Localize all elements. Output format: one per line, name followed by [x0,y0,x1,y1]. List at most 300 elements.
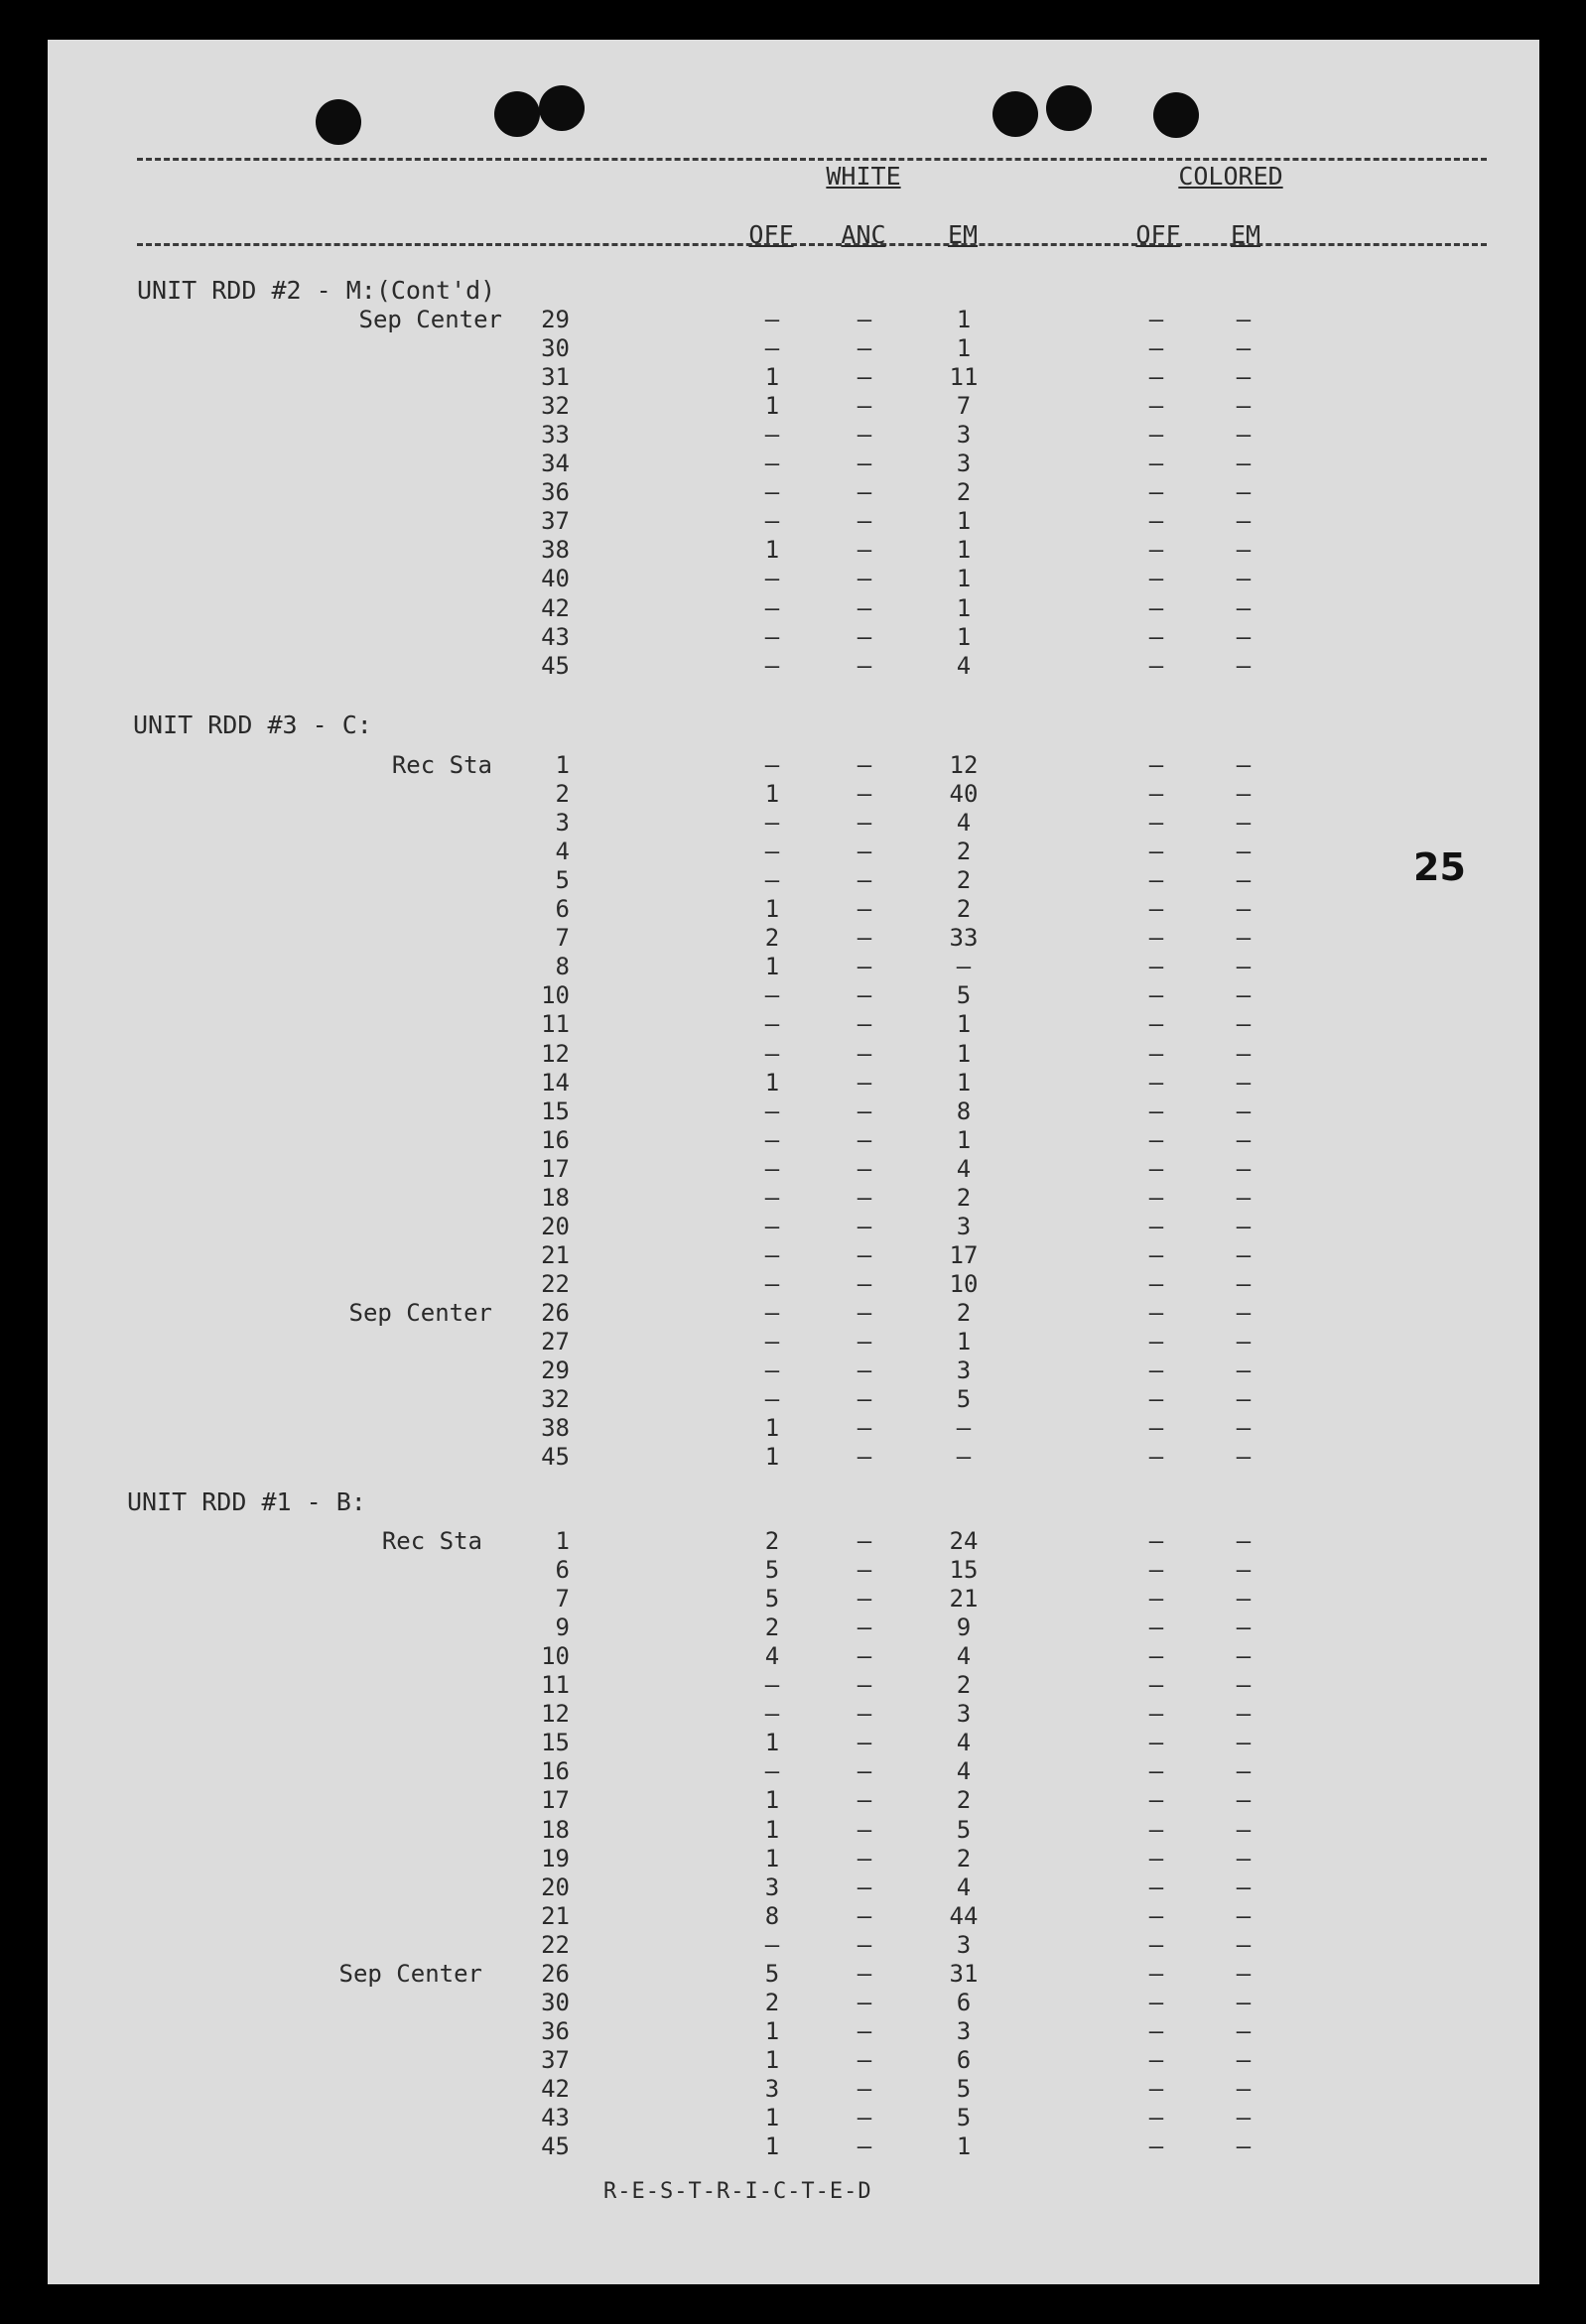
cell-cem: – [1236,1901,1252,1930]
cell-anc: – [857,1183,872,1212]
punch-hole [1046,85,1092,131]
cell-anc: – [857,536,872,565]
cell-em: 2 [956,1671,972,1700]
table-row [48,2075,1539,2104]
cell-n: 16 [541,1757,570,1786]
table-row [48,652,1539,681]
cell-coff: – [1148,1154,1164,1183]
cell-cem: – [1236,1988,1252,2016]
cell-anc: – [857,1872,872,1901]
cell-off: – [764,593,780,622]
cell-coff: – [1148,1298,1164,1327]
cell-em: 33 [949,924,979,953]
cell-coff: – [1148,1786,1164,1815]
cell-coff: – [1148,1010,1164,1039]
cell-off: 2 [764,1614,780,1642]
table-row [48,1356,1539,1385]
cell-off: – [764,809,780,838]
cell-off: 1 [764,953,780,981]
cell-n: 21 [541,1901,570,1930]
cell-off: – [764,622,780,651]
cell-anc: – [857,1930,872,1959]
cell-n: 3 [555,809,570,838]
cell-off: 2 [764,924,780,953]
table-row [48,1556,1539,1585]
cell-em: 6 [956,1988,972,2016]
cell-cem: – [1236,622,1252,651]
cell-n: 20 [541,1872,570,1901]
cell-coff: – [1148,651,1164,680]
cell-cem: – [1236,2132,1252,2161]
table-row [48,1241,1539,1270]
cell-cem: – [1236,1700,1252,1729]
cell-em: 1 [956,1125,972,1154]
cell-coff: – [1148,2132,1164,2161]
cell-off: – [764,1125,780,1154]
cell-coff: – [1148,450,1164,478]
cell-n: 15 [541,1729,570,1757]
cell-n: 22 [541,1269,570,1298]
cell-em: 4 [956,1757,972,1786]
cell-coff: – [1148,2074,1164,2103]
table-row [48,594,1539,623]
cell-coff: – [1148,1068,1164,1097]
cell-anc: – [857,1901,872,1930]
table-row [48,1960,1539,1989]
table-row [48,1155,1539,1184]
cell-coff: – [1148,1614,1164,1642]
cell-em: 2 [956,1183,972,1212]
cell-coff: – [1148,1385,1164,1414]
cell-em: 1 [956,1039,972,1068]
cell-coff: – [1148,507,1164,536]
cell-coff: – [1148,1757,1164,1786]
punch-hole [494,91,540,137]
cell-coff: – [1148,1125,1164,1154]
cell-cem: – [1236,2104,1252,2131]
cell-n: 33 [541,421,570,450]
table-row [48,1385,1539,1414]
cell-off: – [764,306,780,333]
cell-em: 1 [956,1010,972,1039]
cell-off: 1 [764,2104,780,2131]
cell-off: 1 [764,2045,780,2074]
cell-em: 15 [949,1556,979,1585]
cell-em: 1 [956,622,972,651]
cell-em: 4 [956,1642,972,1671]
cell-n: 42 [541,593,570,622]
cell-coff: – [1148,953,1164,981]
cell-off: 1 [764,1443,780,1472]
cell-anc: – [857,507,872,536]
cell-anc: – [857,838,872,866]
cell-cem: – [1236,780,1252,809]
cell-cem: – [1236,536,1252,565]
table-row [48,1585,1539,1614]
cell-n: 27 [541,1328,570,1356]
cell-off: – [764,866,780,895]
cell-em: 1 [956,334,972,363]
cell-em: 5 [956,981,972,1010]
cell-em: 4 [956,1872,972,1901]
punch-hole [992,91,1038,137]
cell-em: 17 [949,1240,979,1269]
punch-hole [1153,92,1199,138]
cell-off: 8 [764,1901,780,1930]
cell-em: 2 [956,895,972,924]
cell-n: 11 [541,1010,570,1039]
cell-cem: – [1236,1125,1252,1154]
cell-coff: – [1148,1269,1164,1298]
cell-n: 26 [541,1959,570,1988]
cell-coff: – [1148,1240,1164,1269]
table-row [48,421,1539,450]
cell-n: 29 [541,1356,570,1385]
table-row [48,1873,1539,1902]
cell-cem: – [1236,981,1252,1010]
cell-off: 5 [764,1959,780,1988]
page-number: 25 [1413,845,1466,889]
cell-off: 1 [764,536,780,565]
cell-n: 14 [541,1068,570,1097]
cell-off: 5 [764,1556,780,1585]
cell-n: 11 [541,1671,570,1700]
table-row [48,1069,1539,1097]
cell-coff: – [1148,1183,1164,1212]
table-row [48,1614,1539,1642]
cell-em: 4 [956,1729,972,1757]
cell-em: 12 [949,751,979,779]
cell-coff: – [1148,1988,1164,2016]
cell-off: – [764,1183,780,1212]
cell-coff: – [1148,1443,1164,1472]
table-row [48,924,1539,953]
cell-coff: – [1148,809,1164,838]
cell-n: 7 [555,1585,570,1614]
cell-cem: – [1236,1671,1252,1700]
table-row [48,363,1539,392]
cell-anc: – [857,1010,872,1039]
table-row [48,1184,1539,1213]
cell-off: – [764,421,780,450]
cell-off: – [764,1930,780,1959]
cell-anc: – [857,1671,872,1700]
cell-anc: – [857,1556,872,1585]
row-group-label: Rec Sta [381,1527,482,1555]
table-row [48,1931,1539,1960]
cell-off: – [764,478,780,507]
cell-cem: – [1236,1154,1252,1183]
cell-anc: – [857,593,872,622]
cell-n: 18 [541,1183,570,1212]
cell-cem: – [1236,1414,1252,1443]
cell-coff: – [1148,1556,1164,1585]
row-group-label: Rec Sta [391,751,492,779]
cell-coff: – [1148,2016,1164,2045]
cell-n: 37 [541,2045,570,2074]
cell-n: 19 [541,1844,570,1872]
cell-n: 40 [541,565,570,593]
cell-coff: – [1148,306,1164,333]
cell-off: – [764,1328,780,1356]
cell-coff: – [1148,2045,1164,2074]
cell-cem: – [1236,507,1252,536]
cell-n: 31 [541,363,570,392]
cell-off: – [764,1240,780,1269]
cell-coff: – [1148,536,1164,565]
cell-cem: – [1236,1039,1252,1068]
document-page [48,40,1539,2284]
cell-em: 2 [956,478,972,507]
cell-cem: – [1236,1328,1252,1356]
table-row [48,1729,1539,1757]
cell-coff: – [1148,1815,1164,1844]
cell-cem: – [1236,1786,1252,1815]
cell-coff: – [1148,1671,1164,1700]
cell-n: 16 [541,1125,570,1154]
table-row [48,751,1539,780]
cell-coff: – [1148,593,1164,622]
cell-coff: – [1148,1356,1164,1385]
cell-anc: – [857,1815,872,1844]
cell-off: 4 [764,1642,780,1671]
cell-anc: – [857,2074,872,2103]
cell-em: 44 [949,1901,979,1930]
cell-cem: – [1236,1729,1252,1757]
cell-off: 2 [764,1527,780,1555]
cell-n: 42 [541,2074,570,2103]
table-row [48,565,1539,593]
cell-n: 30 [541,334,570,363]
cell-n: 32 [541,392,570,421]
cell-anc: – [857,1585,872,1614]
table-row [48,953,1539,981]
cell-em: 3 [956,1356,972,1385]
cell-anc: – [857,1125,872,1154]
cell-n: 43 [541,622,570,651]
cell-cem: – [1236,1872,1252,1901]
cell-anc: – [857,895,872,924]
cell-coff: – [1148,751,1164,779]
table-row [48,2017,1539,2046]
cell-anc: – [857,1614,872,1642]
cell-off: – [764,334,780,363]
cell-cem: – [1236,1097,1252,1125]
cell-off: 1 [764,895,780,924]
cell-n: 45 [541,2132,570,2161]
table-row [48,1270,1539,1299]
cell-coff: – [1148,1414,1164,1443]
cell-cem: – [1236,651,1252,680]
cell-off: – [764,565,780,593]
cell-anc: – [857,981,872,1010]
col-header-white-anc: ANC [841,220,886,249]
cell-cem: – [1236,1642,1252,1671]
cell-anc: – [857,1097,872,1125]
cell-anc: – [857,780,872,809]
cell-cem: – [1236,895,1252,924]
table-row [48,2132,1539,2161]
col-header-white-em: EM [947,220,979,249]
cell-cem: – [1236,565,1252,593]
cell-n: 32 [541,1385,570,1414]
cell-coff: – [1148,1039,1164,1068]
cell-coff: – [1148,895,1164,924]
cell-n: 21 [541,1240,570,1269]
punch-hole [316,99,361,145]
cell-em: 5 [956,2104,972,2131]
cell-off: 1 [764,1786,780,1815]
cell-coff: – [1148,565,1164,593]
cell-anc: – [857,1757,872,1786]
cell-n: 10 [541,981,570,1010]
cell-cem: – [1236,1298,1252,1327]
cell-anc: – [857,1844,872,1872]
cell-cem: – [1236,1815,1252,1844]
cell-n: 43 [541,2104,570,2131]
cell-coff: – [1148,838,1164,866]
cell-n: 29 [541,306,570,333]
header-rule-bottom [137,243,1487,246]
cell-cem: – [1236,924,1252,953]
cell-coff: – [1148,1901,1164,1930]
cell-coff: – [1148,981,1164,1010]
cell-anc: – [857,1154,872,1183]
cell-coff: – [1148,1959,1164,1988]
cell-anc: – [857,450,872,478]
cell-cem: – [1236,2074,1252,2103]
cell-cem: – [1236,306,1252,333]
cell-anc: – [857,1298,872,1327]
cell-anc: – [857,306,872,333]
table-row [48,1328,1539,1356]
cell-em: 40 [949,780,979,809]
cell-n: 30 [541,1988,570,2016]
table-row [48,1642,1539,1671]
cell-off: – [764,1298,780,1327]
cell-em: 2 [956,1298,972,1327]
cell-coff: – [1148,780,1164,809]
col-header-colored-off: OFF [1135,220,1181,249]
cell-n: 34 [541,450,570,478]
cell-em: 5 [956,2074,972,2103]
table-row [48,1097,1539,1126]
cell-anc: – [857,953,872,981]
cell-cem: – [1236,1183,1252,1212]
table-row [48,981,1539,1010]
cell-em: 4 [956,809,972,838]
cell-cem: – [1236,1385,1252,1414]
cell-cem: – [1236,1930,1252,1959]
cell-cem: – [1236,1443,1252,1472]
table-row [48,334,1539,363]
cell-off: 1 [764,1729,780,1757]
cell-n: 36 [541,2016,570,2045]
cell-em: 6 [956,2045,972,2074]
cell-off: – [764,507,780,536]
cell-anc: – [857,334,872,363]
cell-coff: – [1148,1872,1164,1901]
cell-off: 5 [764,1585,780,1614]
cell-anc: – [857,1642,872,1671]
cell-coff: – [1148,334,1164,363]
cell-coff: – [1148,1844,1164,1872]
cell-off: – [764,1212,780,1240]
cell-coff: – [1148,1729,1164,1757]
cell-em: 2 [956,1844,972,1872]
table-row [48,1845,1539,1873]
cell-cem: – [1236,1068,1252,1097]
cell-cem: – [1236,1212,1252,1240]
table-row [48,536,1539,565]
table-row [48,1671,1539,1700]
table-row [48,478,1539,507]
cell-em: 1 [956,2132,972,2161]
col-header-colored-em: EM [1230,220,1261,249]
table-row [48,1989,1539,2017]
cell-anc: – [857,2016,872,2045]
cell-anc: – [857,1385,872,1414]
table-row [48,895,1539,924]
cell-coff: – [1148,622,1164,651]
cell-n: 18 [541,1815,570,1844]
cell-coff: – [1148,421,1164,450]
punch-hole [539,85,585,131]
cell-anc: – [857,751,872,779]
cell-em: 4 [956,1154,972,1183]
cell-em: 11 [949,363,979,392]
cell-off: 1 [764,363,780,392]
cell-cem: – [1236,421,1252,450]
table-row [48,2104,1539,2132]
cell-n: 4 [555,838,570,866]
cell-off: 1 [764,1414,780,1443]
header-rule-top [137,158,1487,161]
cell-anc: – [857,478,872,507]
cell-off: – [764,1757,780,1786]
table-row [48,507,1539,536]
cell-em: 7 [956,392,972,421]
cell-anc: – [857,363,872,392]
cell-em: 1 [956,1328,972,1356]
cell-anc: – [857,2104,872,2131]
cell-em: 1 [956,536,972,565]
cell-cem: – [1236,450,1252,478]
cell-off: – [764,1385,780,1414]
cell-anc: – [857,392,872,421]
cell-cem: – [1236,1757,1252,1786]
cell-off: – [764,1671,780,1700]
table-row [48,1414,1539,1443]
cell-anc: – [857,565,872,593]
cell-off: – [764,751,780,779]
cell-n: 9 [555,1614,570,1642]
cell-off: 1 [764,780,780,809]
cell-anc: – [857,2045,872,2074]
table-row [48,306,1539,334]
cell-coff: – [1148,478,1164,507]
cell-off: 1 [764,2132,780,2161]
cell-n: 8 [555,953,570,981]
cell-n: 26 [541,1298,570,1327]
cell-em: – [956,1414,972,1443]
cell-anc: – [857,1068,872,1097]
cell-anc: – [857,1328,872,1356]
cell-off: 2 [764,1988,780,2016]
cell-n: 12 [541,1700,570,1729]
cell-coff: – [1148,866,1164,895]
cell-n: 5 [555,866,570,895]
